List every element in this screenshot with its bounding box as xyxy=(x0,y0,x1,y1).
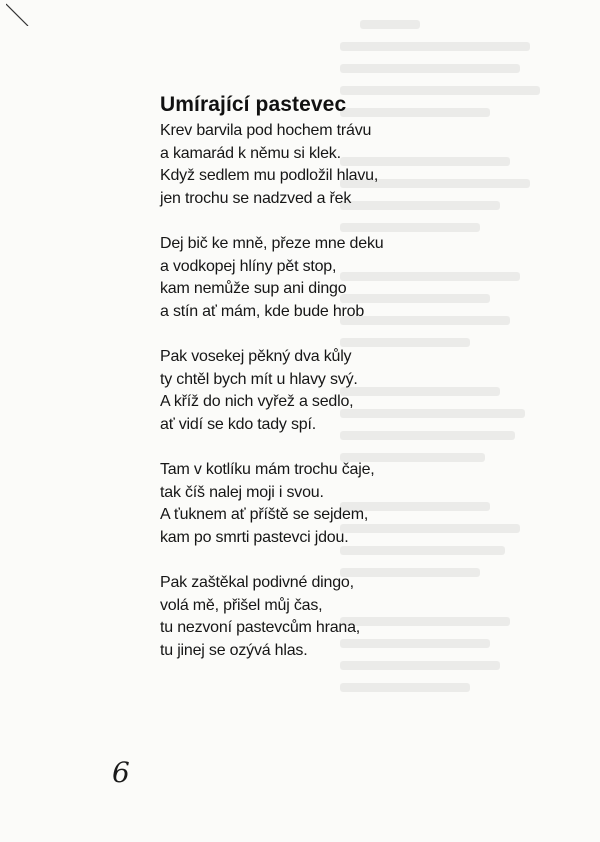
stanza-1 xyxy=(160,120,460,210)
stanza-2 xyxy=(160,233,460,323)
poem-line: jen trochu se nadzved a řek xyxy=(160,189,352,207)
poem-line: kam nemůže sup ani dingo xyxy=(160,280,347,297)
poem-line: a stín ať mám, kde bude hrob xyxy=(160,302,365,320)
poem-line: tu nezvoní pastevcům hrana, xyxy=(160,619,361,636)
poem-line: Krev barvila pod hochem trávu xyxy=(160,122,372,139)
poem-line: A ťuknem ať příště se sejdem, xyxy=(160,506,369,523)
poem-line: volá mě, přišel můj čas, xyxy=(160,596,323,614)
poem-line: a kamarád k němu si klek. xyxy=(160,144,341,162)
poem-line: Tam v kotlíku mám trochu čaje, xyxy=(160,461,375,478)
stanza-5 xyxy=(160,572,460,662)
poem-line: tak číš nalej moji i svou. xyxy=(160,483,324,501)
poem-line: Dej bič ke mně, přeze mne deku xyxy=(160,235,384,252)
poem-line: ať vidí se kdo tady spí. xyxy=(160,415,316,433)
poem-title: Umírající pastevec xyxy=(160,93,347,116)
poem-line: A kříž do nich vyřež a sedlo, xyxy=(160,393,354,410)
poem xyxy=(160,92,460,685)
stanza-3 xyxy=(160,346,460,436)
stanza-4 xyxy=(160,459,460,549)
poem-line: tu jinej se ozývá hlas. xyxy=(160,641,308,659)
page-number: 6 xyxy=(112,756,130,789)
poem-line: kam po smrti pastevci jdou. xyxy=(160,528,349,546)
poem-line: Když sedlem mu podložil hlavu, xyxy=(160,167,379,184)
corner-scan-mark xyxy=(6,2,30,26)
poem-line: Pak vosekej pěkný dva kůly xyxy=(160,348,352,365)
poem-line: ty chtěl bych mít u hlavy svý. xyxy=(160,370,358,388)
poem-line: Pak zaštěkal podivné dingo, xyxy=(160,574,354,591)
poem-line: a vodkopej hlíny pět stop, xyxy=(160,257,337,275)
